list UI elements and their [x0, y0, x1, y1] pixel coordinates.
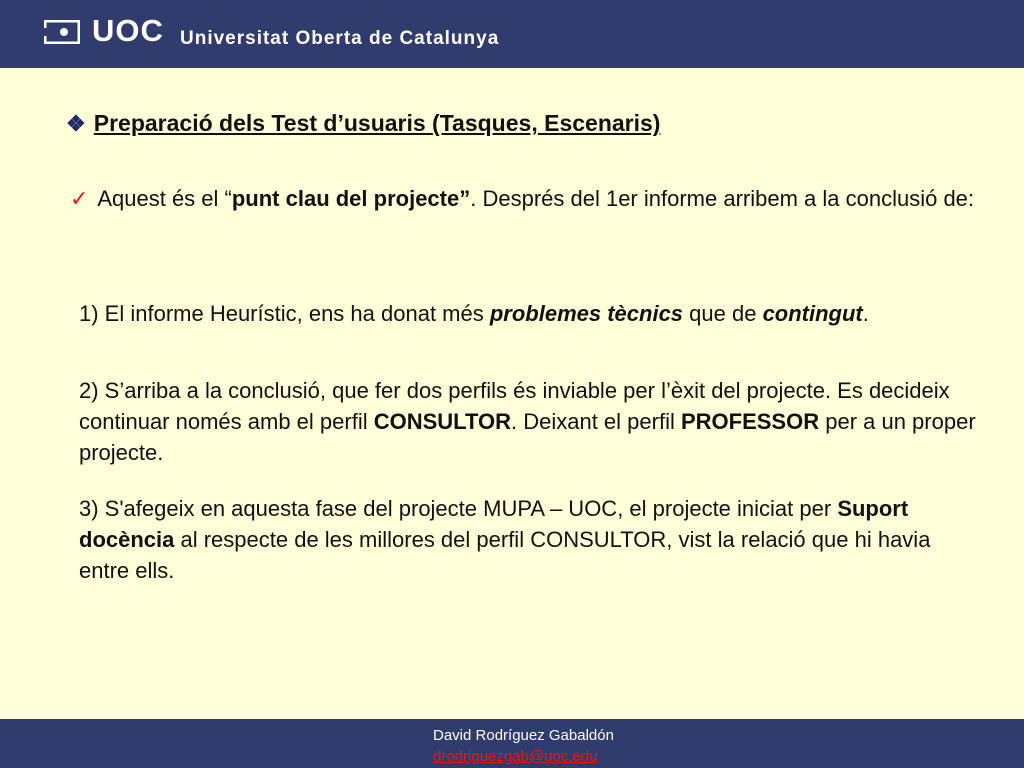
logo-university-name: Universitat Oberta de Catalunya	[180, 28, 500, 49]
footer-bar	[0, 719, 1024, 768]
point-2-text-2: . Deixant el perfil	[511, 409, 681, 434]
intro-text-2: . Després del 1er informe arribem a la conclusió de:	[470, 186, 975, 211]
slide-title-text: Preparació dels Test d’usuaris (Tasques, Escenaris)	[93, 110, 661, 136]
point-1-paragraph	[79, 298, 959, 330]
logo-abbreviation: UOC	[92, 13, 164, 48]
point-1-emphasis-2: contingut	[762, 301, 863, 326]
point-1-text-3: .	[862, 301, 869, 326]
intro-text-1: Aquest és el “	[92, 186, 232, 211]
header-bar	[0, 0, 1024, 68]
point-3-text-1: 3) S'afegeix en aquesta fase del projecte MUPA – UOC, el projecte iniciat per	[79, 496, 838, 521]
uoc-logo-icon	[44, 20, 80, 44]
checkmark-icon: ✓	[70, 186, 89, 211]
point-2-text-1: 2) S’arriba a la conclusió, que fer dos perfils és inviable per l’èxit del projecte. Es decideix continuar només amb el perfil	[79, 378, 950, 434]
point-3-paragraph	[79, 493, 979, 586]
author-name: David Rodríguez Gabaldón	[433, 727, 614, 744]
point-1-text-1: 1) El informe Heurístic, ens ha donat més	[79, 301, 490, 326]
intro-bold-key-point: punt clau del projecte”	[231, 186, 471, 211]
diamond-bullet-icon: ❖	[66, 111, 86, 136]
point-1-emphasis-1: problemes tècnics	[489, 301, 684, 326]
point-2-bold-professor: PROFESSOR	[680, 409, 820, 434]
point-2-text-3: per a un proper projecte.	[79, 409, 976, 465]
point-3-bold-suport: Suport docència	[79, 496, 909, 552]
point-2-paragraph	[79, 375, 979, 468]
slide-title	[66, 110, 660, 137]
point-3-text-2: al respecte de les millores del perfil CONSULTOR, vist la relació que hi havia entre ells.	[79, 527, 931, 583]
point-2-bold-consultor: CONSULTOR	[373, 409, 511, 434]
intro-paragraph	[70, 183, 980, 215]
author-email-link[interactable]: drodriguezgab@uoc.edu	[433, 748, 598, 765]
point-1-text-2: que de	[683, 301, 763, 326]
